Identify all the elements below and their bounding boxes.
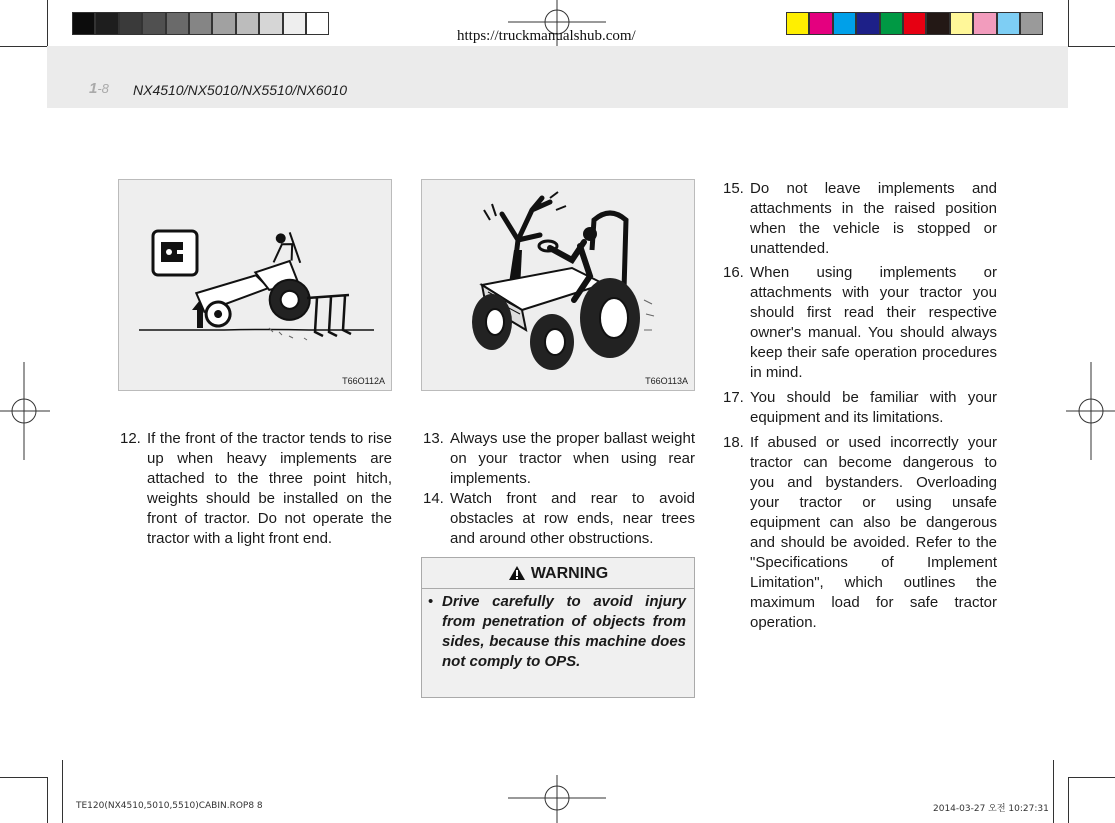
warning-text: Drive carefully to avoid injury from penetration of objects from sides, because this machine does not comply to OPS. (442, 593, 686, 670)
page-number: 1-8 (89, 80, 109, 97)
list-item (723, 179, 997, 259)
item-number: 14. (423, 490, 444, 507)
item-text: If the front of the tractor tends to rise up when heavy implements are attached to the three point hitch, weights should be installed on the front of tractor. Do not operate the tractor with a light front end. (147, 430, 392, 547)
color-swatch (142, 12, 165, 35)
item-number: 15. (723, 180, 744, 197)
color-swatch (903, 12, 926, 35)
color-swatch (926, 12, 949, 35)
item-text: If abused or used incorrectly your tractor can become dangerous to you and bystanders. Overloading your tractor or using unsafe equipment can also be dangerous and should be avoided. Refer to the "Specifications of Implement Limitation", which outlines the maximum load for safe tractor operation. (750, 434, 997, 631)
color-swatch (950, 12, 973, 35)
color-swatch (212, 12, 235, 35)
crop-mark (0, 46, 47, 47)
crop-mark (1053, 760, 1054, 823)
color-swatch (786, 12, 809, 35)
color-swatch (72, 12, 95, 35)
list-item (120, 429, 392, 549)
item-text: Do not leave implements and attachments in the raised position when the vehicle is stopped or unattended. (750, 180, 997, 257)
tractor-rising-illustration (119, 180, 391, 390)
list-item (723, 433, 997, 633)
crop-mark (1068, 777, 1115, 778)
color-swatch (283, 12, 306, 35)
crop-mark (47, 0, 48, 46)
figure-front-rising (118, 179, 392, 391)
color-swatch (236, 12, 259, 35)
item-text: Always use the proper ballast weight on your tractor when using rear implements. (450, 430, 695, 487)
crop-mark (0, 777, 47, 778)
item-text: You should be familiar with your equipment and its limitations. (750, 389, 997, 426)
color-swatch (189, 12, 212, 35)
list-item (723, 263, 997, 383)
crop-mark (1068, 777, 1069, 823)
figure-tree-obstacle (421, 179, 695, 391)
color-swatch (809, 12, 832, 35)
figure-code: T66O113A (645, 376, 688, 386)
color-swatch (880, 12, 903, 35)
item-text: When using implements or attachments with your tractor you should first read their respective owner's manual. You should always keep their safe operation procedures in mind. (750, 264, 997, 381)
color-swatch (95, 12, 118, 35)
page-header (47, 46, 1068, 108)
color-swatch (1020, 12, 1043, 35)
color-swatch (997, 12, 1020, 35)
registration-mark-bottom (508, 775, 606, 823)
footer-file-info: TE120(NX4510,5010,5510)CABIN.ROP8 8 (76, 801, 263, 811)
item-number: 13. (423, 430, 444, 447)
list-item (423, 489, 695, 549)
color-swatch (856, 12, 879, 35)
registration-mark-left (0, 362, 50, 460)
warning-title: WARNING (422, 558, 694, 589)
tractor-tree-illustration (422, 180, 694, 390)
color-swatch (306, 12, 329, 35)
crop-mark (62, 760, 63, 823)
crop-mark (1068, 46, 1115, 47)
crop-mark (47, 777, 48, 823)
color-swatch (833, 12, 856, 35)
warning-triangle-icon (508, 565, 526, 581)
list-item (423, 429, 695, 489)
registration-mark-right (1066, 362, 1115, 460)
item-number: 17. (723, 389, 744, 406)
warning-bullet: • (428, 593, 434, 610)
item-number: 16. (723, 264, 744, 281)
figure-code: T66O112A (342, 376, 385, 386)
item-number: 18. (723, 434, 744, 451)
list-item (723, 388, 997, 428)
color-swatch (119, 12, 142, 35)
model-title: NX4510/NX5010/NX5510/NX6010 (133, 82, 348, 98)
color-swatch (973, 12, 996, 35)
crop-mark (1068, 0, 1069, 46)
footer-timestamp: 2014-03-27 오전 10:27:31 (933, 804, 1049, 814)
source-url: https://truckmanualshub.com/ (457, 28, 636, 44)
warning-box (421, 557, 695, 698)
color-swatch (166, 12, 189, 35)
color-swatch (259, 12, 282, 35)
item-number: 12. (120, 430, 141, 447)
item-text: Watch front and rear to avoid obstacles at row ends, near trees and around other obstructions. (450, 490, 695, 547)
